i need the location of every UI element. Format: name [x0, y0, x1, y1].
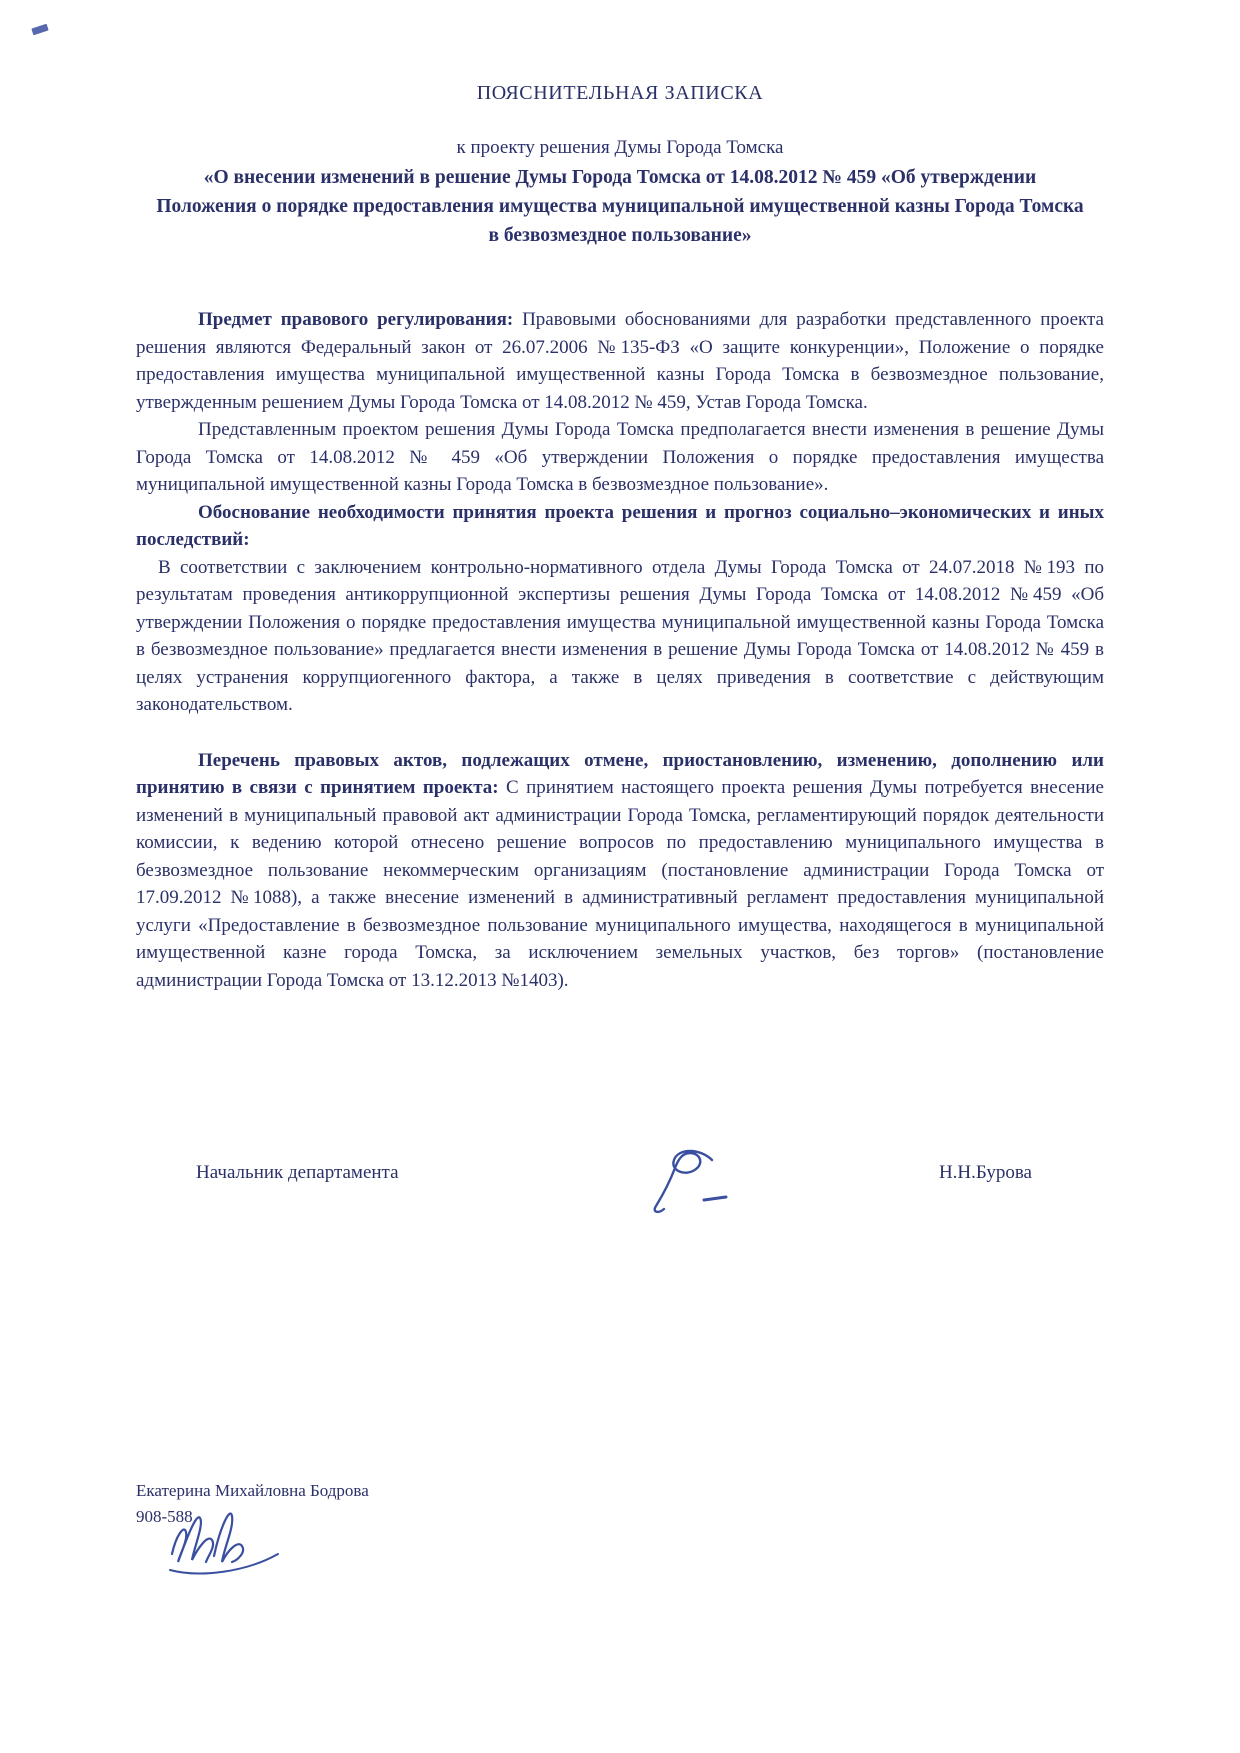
paragraph-acts-text: С принятием настоящего проекта решения Думы потребуется внесение изменений в муниципальный правовой акт администрации Города Томска, регламентирующий порядок деятельности комиссии, к ведению которой отнесено решение вопросов по предоставлению муниципального имущества в безвозмездное пользование некоммерческим организациям (постановление администрации Города Томска от 17.09.2012 №1088), а также внесение изменений в административный регламент предоставления муниципальной услуги «Предоставление в безвозмездное пользование муниципального имущества, находящегося в муниципальной имущественной казне города Томска, за исключением земельных участков, без торгов» (постановление администрации Города Томска от 13.12.2013 №1403). — [136, 777, 1104, 991]
document-content — [136, 82, 1104, 994]
executor-name: Екатерина Михайловна Бодрова — [136, 1481, 369, 1500]
paragraph-subject — [136, 306, 1104, 416]
signature-block — [136, 1162, 1104, 1184]
paragraph-acts-list — [136, 747, 1104, 995]
paragraph-subject-lead: Предмет правового регулирования: — [198, 309, 514, 330]
subtitle-bold: «О внесении изменений в решение Думы Города Томска от 14.08.2012 № 459 «Об утверждении Положения о порядке предоставления имущества муниципальной имущественной казны Города Томска в безвозмездное пользование» — [156, 167, 1084, 246]
document-body — [136, 306, 1104, 994]
document-title: ПОЯСНИТЕЛЬНАЯ ЗАПИСКА — [476, 82, 764, 104]
scan-artifact — [31, 24, 48, 36]
paragraph-justification-body — [136, 554, 1104, 719]
paragraph-acts-lead: Перечень правовых актов, подлежащих отмене, приостановлению, изменению, дополнению или принятию в связи с принятием проекта: — [136, 749, 1104, 798]
signatory-position: Начальник департамента — [196, 1162, 399, 1183]
signatory-name: Н.Н.Бурова — [938, 1162, 1032, 1183]
executor-phone: 908-588 — [136, 1507, 193, 1526]
paragraph-proposal-text: Представленным проектом решения Думы Города Томска предполагается внести изменения в решение Думы Города Томска от 14.08.2012 № 459 «Об утверждении Положения о порядке предоставления имущества муниципальной имущественной казны Города Томска в безвозмездное пользование». — [136, 419, 1104, 495]
handwritten-signature — [634, 1144, 754, 1224]
paragraph-subject-text: Правовыми обоснованиями для разработки представленного проекта решения являются Федеральный закон от 26.07.2006 №135-ФЗ «О защите конкуренции», Положение о порядке предоставления имущества муниципальной имущественной казны Города Томска в безвозмездное пользование, утвержденным решением Думы Города Томска от 14.08.2012 № 459, Устав Города Томска. — [136, 309, 1104, 413]
subtitle-line: к проекту решения Думы Города Томска — [456, 137, 784, 158]
paragraph-justification-heading — [136, 499, 1104, 554]
paragraph-proposal — [136, 416, 1104, 499]
paragraph-justification-text: В соответствии с заключением контрольно-нормативного отдела Думы Города Томска от 24.07.2018 №193 по результатам проведения антикоррупционной экспертизы решения Думы Города Томска от 14.08.2012 №459 «Об утверждении Положения о порядке предоставления имущества муниципальной имущественной казны Города Томска в безвозмездное пользование» предлагается внести изменения в решение Думы Города Томска от 14.08.2012 № 459 в целях устранения коррупциогенного фактора, а также в целях приведения в соответствие с действующим законодательством. — [136, 556, 1104, 715]
executor-block — [136, 1478, 369, 1530]
paragraph-justification-lead: Обоснование необходимости принятия проекта решения и прогноз социально–экономических и иных последствий: — [136, 501, 1104, 550]
